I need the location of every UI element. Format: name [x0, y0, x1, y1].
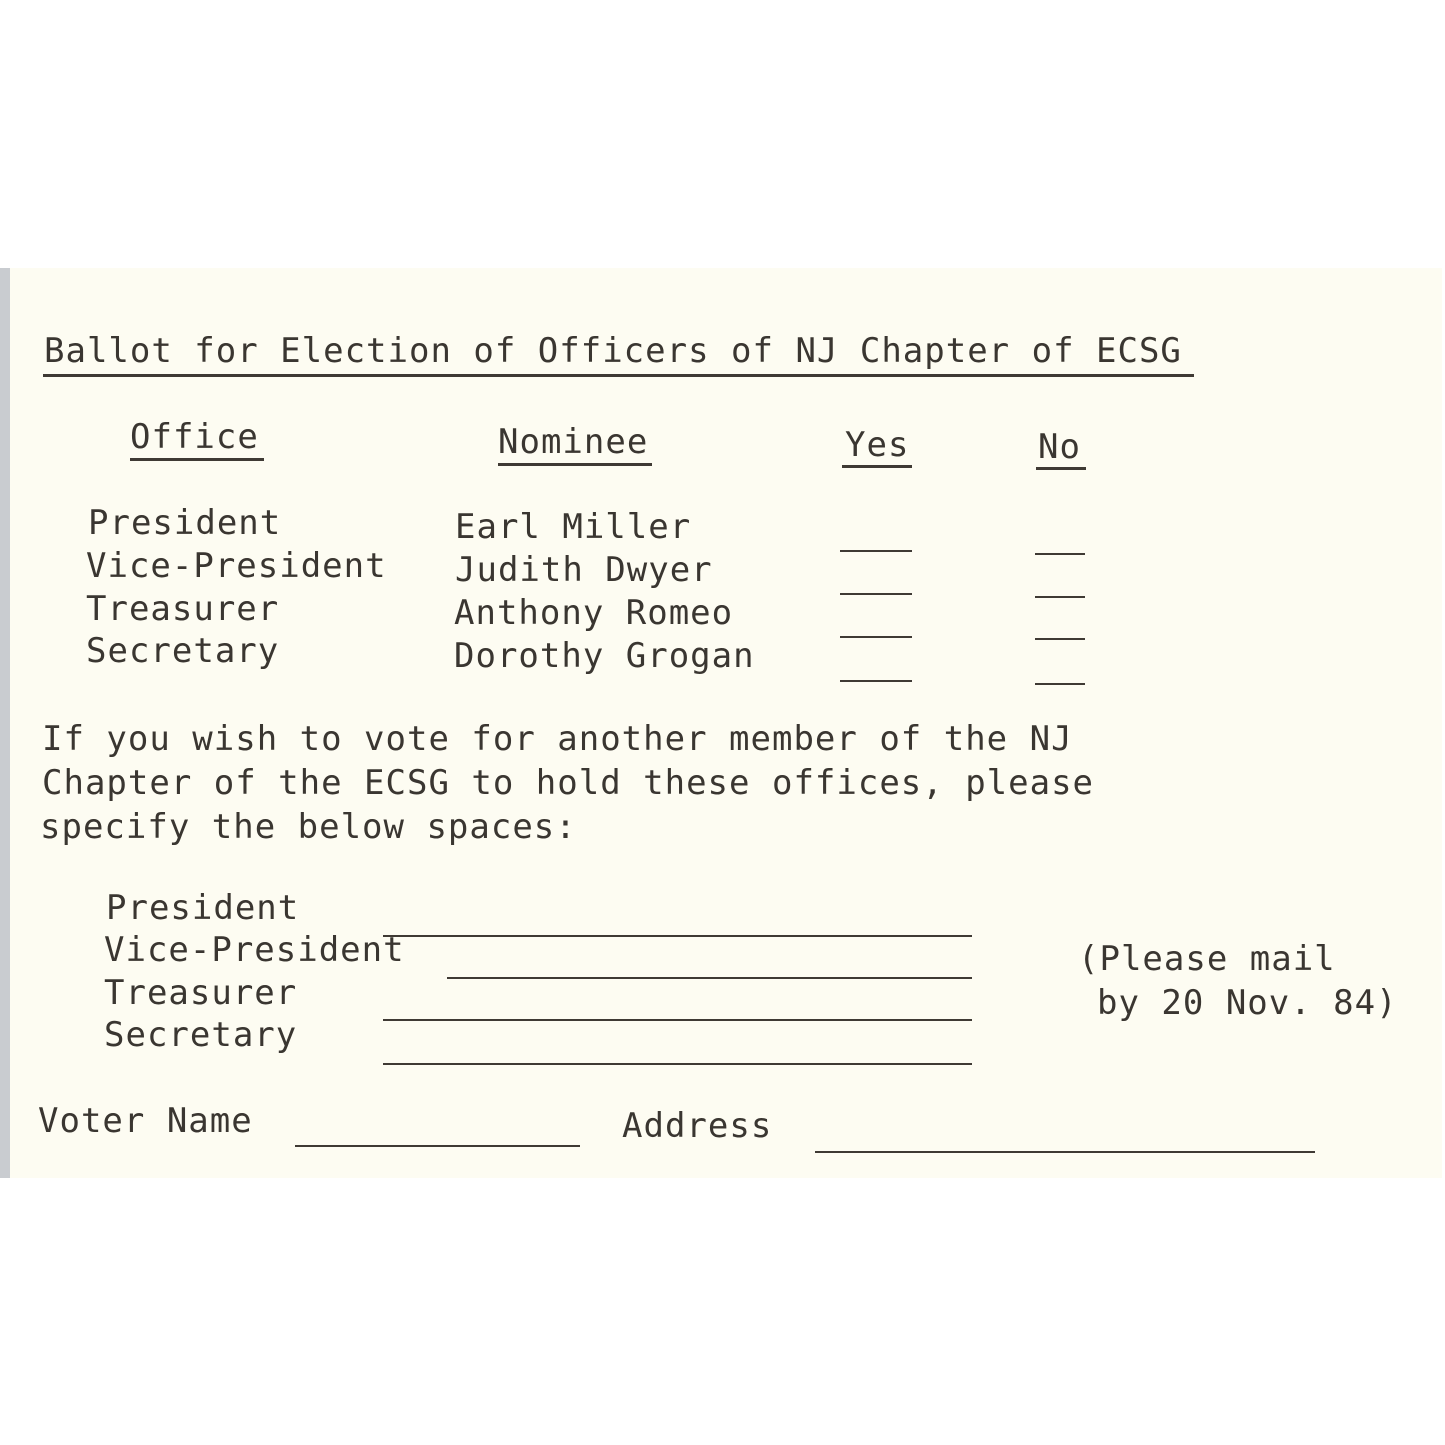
office-treasurer: Treasurer — [86, 589, 280, 629]
mail-note: (Please mail — [1078, 939, 1336, 979]
voter-name-label: Voter Name — [38, 1101, 253, 1141]
address-label: Address — [622, 1106, 773, 1146]
header-office: Office — [130, 417, 259, 457]
voter-name-line[interactable] — [295, 1145, 580, 1147]
mail-note-date: by 20 Nov. 84) — [1097, 983, 1398, 1023]
write-in-president-line[interactable] — [383, 935, 972, 937]
header-nominee: Nominee — [498, 422, 649, 462]
no-blank-vice-president[interactable] — [1035, 596, 1085, 598]
ballot-title: Ballot for Election of Officers of NJ Chapter of ECSG — [44, 331, 1182, 371]
address-line[interactable] — [815, 1151, 1315, 1153]
header-nominee-underline — [498, 463, 652, 466]
header-yes-underline — [842, 465, 912, 468]
header-no-underline — [1036, 467, 1086, 470]
header-yes: Yes — [845, 425, 910, 465]
nominee-vice-president: Judith Dwyer — [455, 550, 713, 590]
yes-blank-treasurer[interactable] — [840, 636, 912, 638]
scan-edge — [0, 268, 10, 1178]
write-in-treasurer-line[interactable] — [383, 1019, 972, 1021]
office-vice-president: Vice-President — [86, 546, 387, 586]
instructions-line: If you wish to vote for another member of the NJ — [42, 719, 1073, 759]
title-underline — [43, 374, 1194, 377]
no-blank-president[interactable] — [1035, 553, 1085, 555]
office-secretary: Secretary — [86, 631, 280, 671]
yes-blank-secretary[interactable] — [840, 680, 912, 682]
office-president: President — [88, 503, 282, 543]
nominee-secretary: Dorothy Grogan — [454, 636, 755, 676]
nominee-treasurer: Anthony Romeo — [454, 593, 734, 633]
instructions-line: specify the below spaces: — [40, 807, 577, 847]
write-in-secretary-line[interactable] — [383, 1063, 972, 1065]
write-in-label-vice-president: Vice-President — [104, 930, 405, 970]
write-in-vice-president-line[interactable] — [447, 977, 972, 979]
instructions-line: Chapter of the ECSG to hold these offices, please — [42, 763, 1095, 803]
write-in-label-president: President — [106, 888, 300, 928]
yes-blank-president[interactable] — [840, 550, 912, 552]
yes-blank-vice-president[interactable] — [840, 593, 912, 595]
header-office-underline — [130, 458, 264, 461]
write-in-label-secretary: Secretary — [104, 1015, 298, 1055]
header-no: No — [1038, 427, 1081, 467]
no-blank-secretary[interactable] — [1035, 683, 1085, 685]
nominee-president: Earl Miller — [455, 507, 692, 547]
write-in-label-treasurer: Treasurer — [104, 973, 298, 1013]
no-blank-treasurer[interactable] — [1035, 638, 1085, 640]
